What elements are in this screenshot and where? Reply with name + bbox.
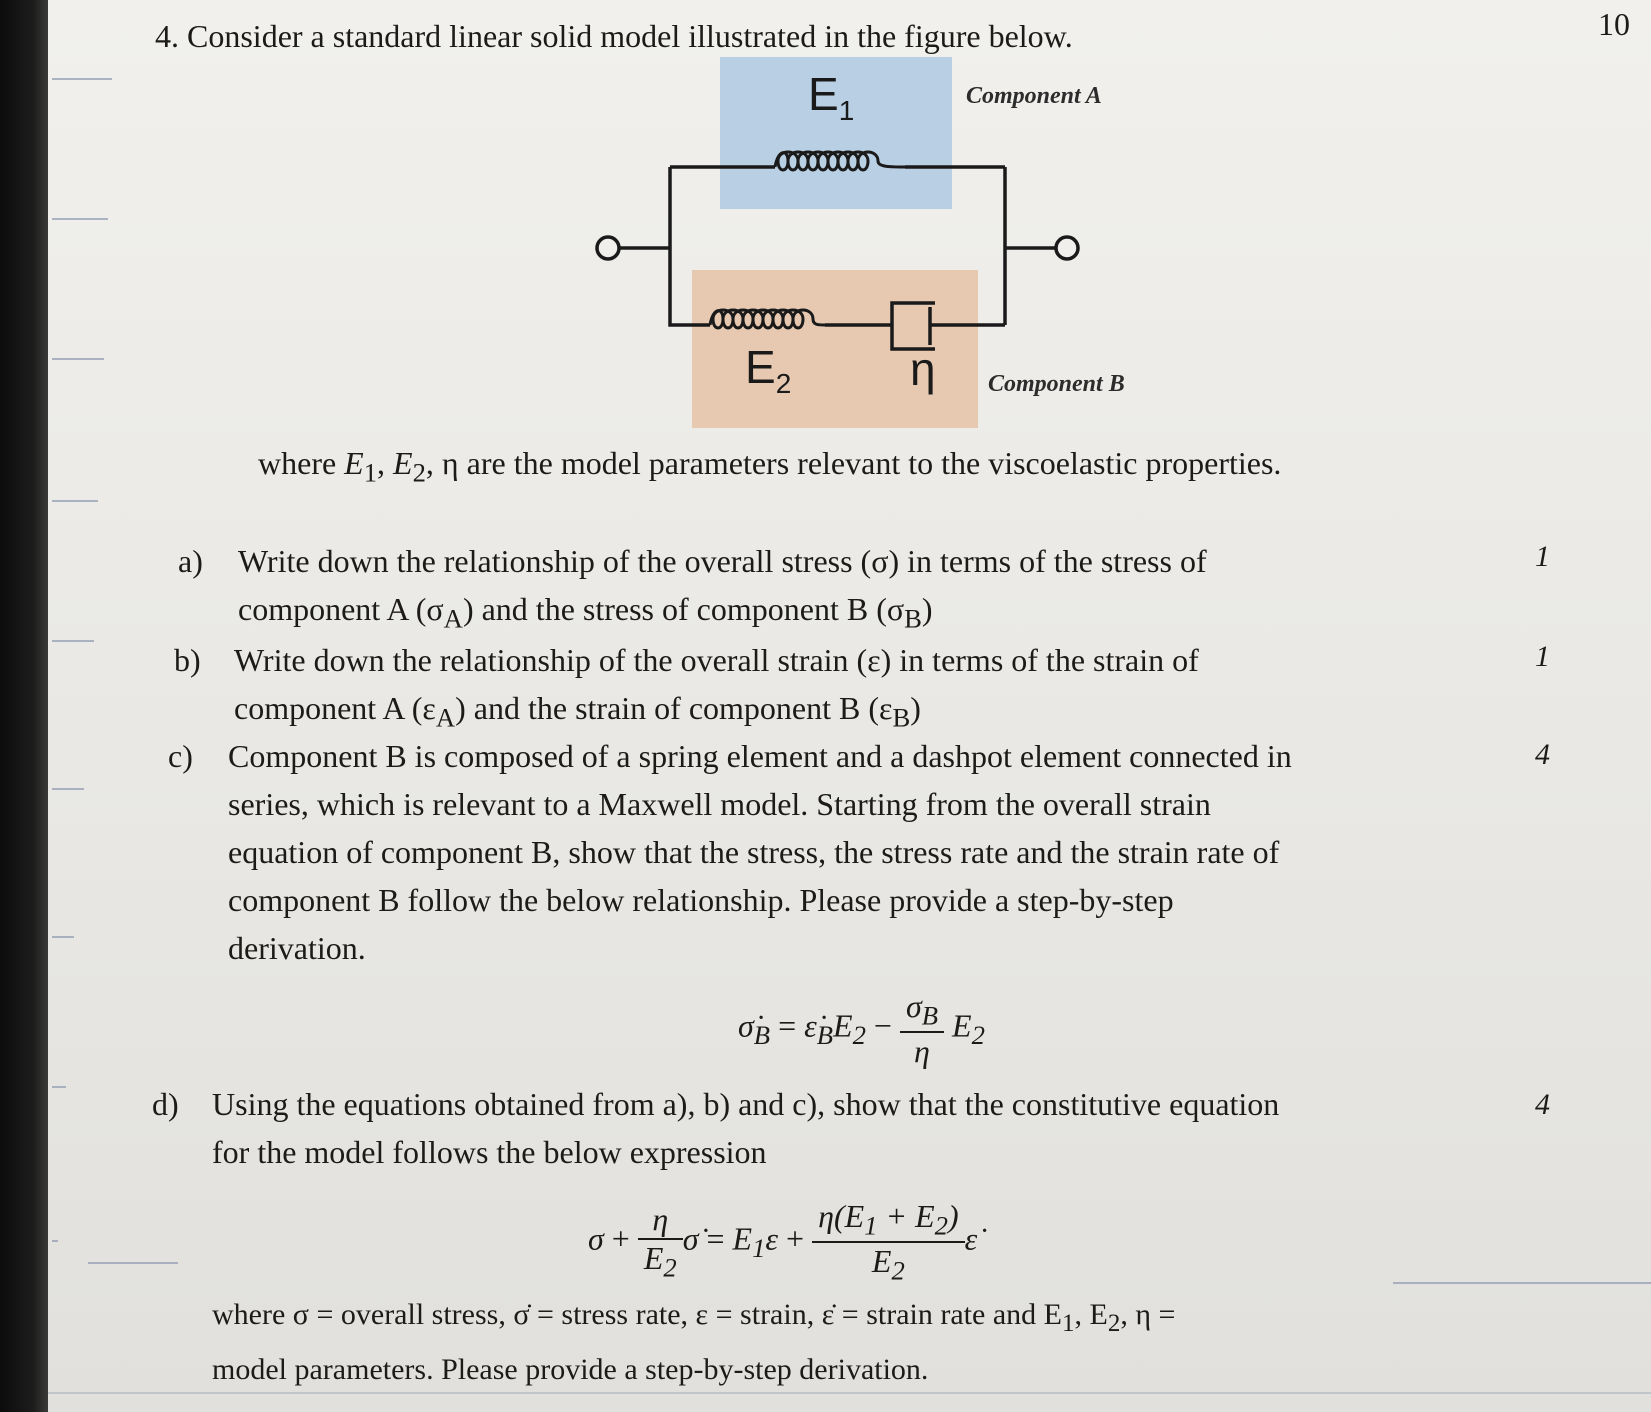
margin-rule <box>52 788 84 790</box>
margin-rule <box>88 1262 178 1264</box>
part-d-text: Using the equations obtained from a), b) and c), show that the constitutive equation for the model follows the below expression <box>212 1086 1280 1170</box>
symbol-e1: $E_1$ <box>808 68 855 127</box>
margin-rule <box>52 218 108 220</box>
margin-rule <box>52 78 112 80</box>
part-b-label: b) <box>174 642 201 678</box>
parameters-note: where $E_1$, $E_2$, η are the model parameters relevant to the viscoelastic properties. <box>258 445 1282 488</box>
right-terminal <box>1056 237 1078 259</box>
component-b-label: Component B <box>988 371 1125 397</box>
question-heading <box>155 18 1073 55</box>
question-intro: Consider a standard linear solid model illustrated in the figure below. <box>187 18 1073 54</box>
question-number: 4. <box>155 18 179 54</box>
part-b-marks: 1 <box>1535 640 1550 673</box>
symbol-eta: η <box>910 343 936 395</box>
equation-constitutive: σ + $\frac{\eta}{E_2}$ σ̇ = $E_1\varepsilon$ + $\frac{\eta(E_1 + E_2)}{E_2}$ ε̇ <box>588 1198 978 1286</box>
equation-maxwell: $\sigmȧ_B$ = $\varepsiloṅ_BE_2$ − $\frac{\sigma_B}{\eta}$ $E_2$ <box>738 988 985 1070</box>
part-c-marks: 4 <box>1535 738 1550 771</box>
part-d-label: d) <box>152 1086 179 1122</box>
definitions-text: where σ = overall stress, σ̇ = stress rate, ε = strain, ε̇ = strain rate and $E_1$, $E_2$, η = model parameters. Please provide a step-by-step derivation. <box>212 1298 1176 1386</box>
photo-dark-edge <box>0 0 48 1412</box>
part-c-label: c) <box>168 738 193 774</box>
margin-rule <box>1393 1282 1651 1284</box>
margin-rule <box>52 1086 66 1088</box>
left-terminal <box>597 237 619 259</box>
margin-rule <box>52 640 94 642</box>
part-a-label: a) <box>178 543 203 579</box>
margin-rule <box>52 1240 58 1242</box>
component-a-label: Component A <box>966 83 1102 109</box>
margin-rule <box>52 936 74 938</box>
total-marks: 10 <box>1598 6 1630 42</box>
part-c-text: Component B is composed of a spring element and a dashpot element connected in series, which is relevant to a Maxwell model. Starting from the overall strain equation of component B, show that the stress, the stress rate and the strain rate of component B follow the below relationship. Please provide a step-by-step derivation. <box>228 738 1292 966</box>
part-d-marks: 4 <box>1535 1088 1550 1121</box>
margin-rule <box>52 500 98 502</box>
symbol-e2: $E_2$ <box>745 341 792 400</box>
part-a-text: Write down the relationship of the overall stress (σ) in terms of the stress of component A $(\sigma_A)$ and the stress of component B $(\sigma_B)$ <box>238 543 1207 634</box>
part-b-text: Write down the relationship of the overall strain (ε) in terms of the strain of component A $(\varepsilon_A)$ and the strain of component B $(\varepsilon_B)$ <box>234 642 1199 733</box>
sls-model-figure <box>560 55 1180 435</box>
margin-rule <box>52 358 104 360</box>
part-a-marks: 1 <box>1535 540 1550 573</box>
